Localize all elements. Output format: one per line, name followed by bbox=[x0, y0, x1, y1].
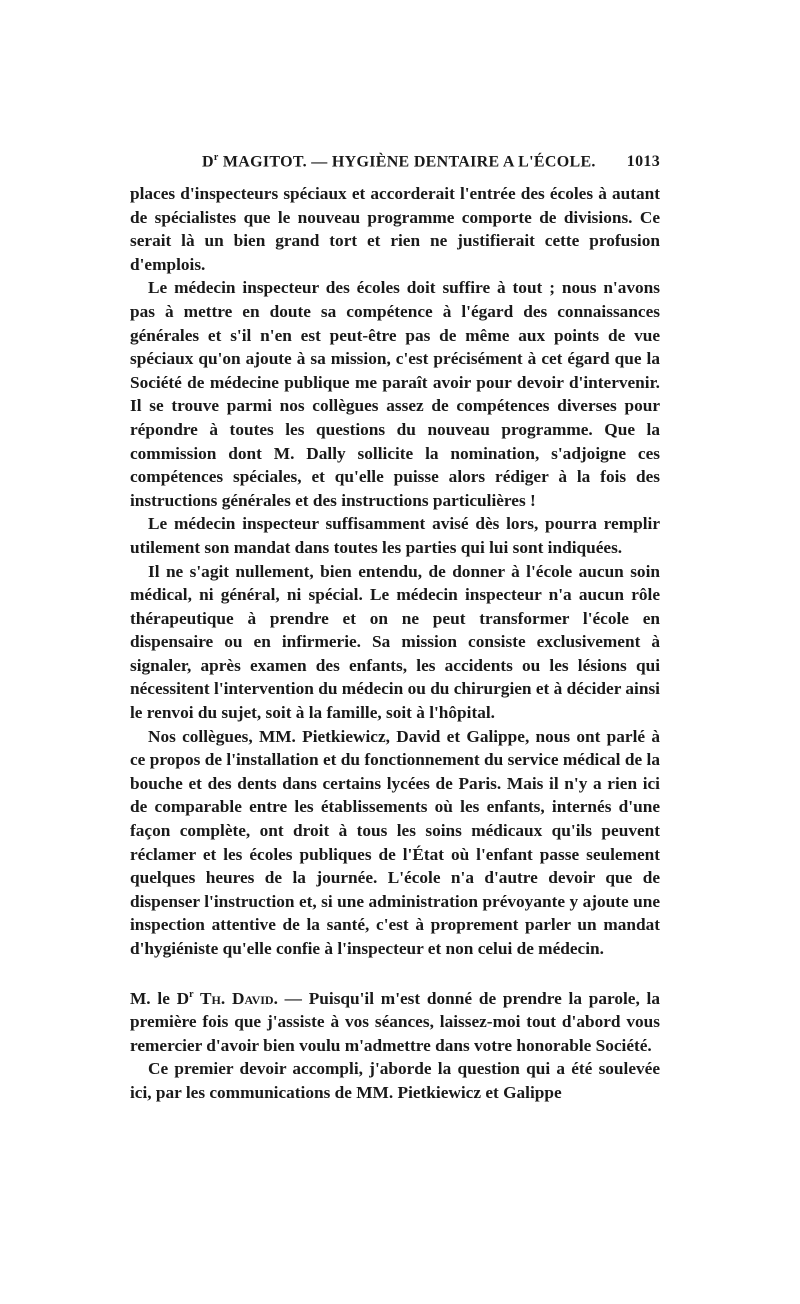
page-number: 1013 bbox=[626, 153, 660, 171]
running-head bbox=[202, 152, 660, 176]
document-page bbox=[130, 152, 660, 1104]
speaker-text: — Puisqu'il m'est donné de prendre la parole, la première fois que j'assiste à vos séances, laissez-moi tout d'abord vous remercier d'avoir bien voulu m'admettre dans votre honorable Société. bbox=[130, 988, 660, 1055]
paragraph: Le médecin inspecteur des écoles doit suffire à tout ; nous n'avons pas à mettre en doute sa compétence à l'égard des connaissances générales et s'il n'en est peut-être pas de même aux points de vue spéciaux qu'on ajoute à sa mission, c'est précisément à cet égard que la Société de médecine publique me paraît avoir pour devoir d'intervenir. Il se trouve parmi nos collègues assez de compétences diverses pour répondre à toutes les questions du nouveau programme. Que la commission dont M. Dally sollicite la nomination, s'adjoigne ces compétences spéciales, et qu'elle puisse alors rédiger à la fois des instructions générales et des instructions particulières ! bbox=[130, 278, 660, 510]
body-text bbox=[130, 182, 660, 1104]
paragraph: Le médecin inspecteur suffisamment avisé dès lors, pourra remplir utilement son mandat dans toutes les parties qui lui sont indiquées. bbox=[130, 514, 660, 557]
paragraph: Il ne s'agit nullement, bien entendu, de donner à l'école aucun soin médical, ni général, ni spécial. Le médecin inspecteur n'a aucun rôle thérapeutique à prendre et on ne peut transformer l'école en dispensaire ou en infirmerie. Sa mission consiste exclusivement à signaler, après examen des enfants, les accidents ou les lésions qui nécessitent l'intervention du médecin ou du chirurgien et à décider ainsi le renvoi du sujet, soit à la famille, soit à l'hôpital. bbox=[130, 561, 660, 723]
speaker-prefix: M. le D bbox=[130, 988, 190, 1008]
title-prefix: D bbox=[202, 153, 214, 171]
speaker-name: Th. David. bbox=[193, 988, 278, 1008]
paragraph: Ce premier devoir accompli, j'aborde la question qui a été soulevée ici, par les communications de MM. Pietkiewicz et Galippe bbox=[130, 1059, 660, 1102]
speaker-paragraph bbox=[130, 983, 660, 1058]
running-title bbox=[202, 152, 596, 171]
title-sup: r bbox=[213, 152, 219, 163]
section-gap bbox=[130, 961, 660, 983]
paragraph: places d'inspecteurs spéciaux et accorderait l'entrée des écoles à autant de spécialistes que le nouveau programme comporte de divisions. Ce serait là un bien grand tort et rien ne justifierait cette profusion d'emplois. bbox=[130, 184, 660, 274]
speaker-sup: r bbox=[189, 988, 194, 1000]
title-rest: MAGITOT. — HYGIÈNE DENTAIRE A L'ÉCOLE. bbox=[218, 153, 596, 171]
paragraph: Nos collègues, MM. Pietkiewicz, David et Galippe, nous ont parlé à ce propos de l'installation et du fonctionnement du service médical de la bouche et des dents dans certains lycées de Paris. Mais il n'y a rien ici de comparable entre les établissements où les enfants, internés d'une façon complète, ont droit à tous les soins médicaux qu'ils peuvent réclamer et les écoles publiques de l'État où l'enfant passe seulement quelques heures de la journée. L'école n'a d'autre devoir que de dispenser l'instruction et, si une administration prévoyante y ajoute une inspection attentive de la santé, c'est à proprement parler un mandat d'hygiéniste qu'elle confie à l'inspecteur et non celui de médecin. bbox=[130, 726, 660, 958]
